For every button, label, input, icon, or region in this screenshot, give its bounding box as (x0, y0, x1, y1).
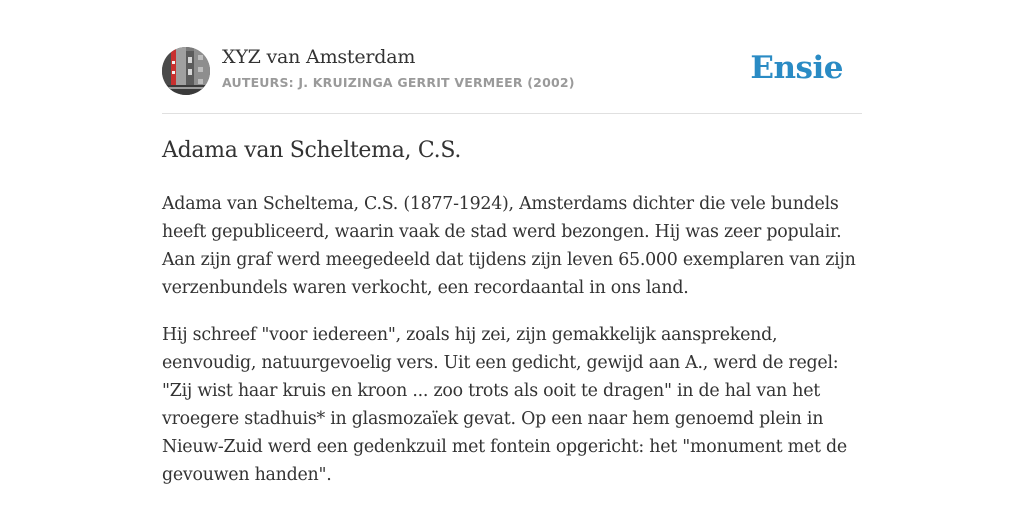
ensie-logo[interactable]: Ensie (750, 50, 843, 86)
entry-title: Adama van Scheltema, C.S. (162, 138, 462, 163)
authors-line: AUTEURS: J. KRUIZINGA GERRIT VERMEER (2002) (222, 75, 575, 90)
book-cover-avatar[interactable] (162, 47, 210, 95)
page (162, 0, 862, 485)
book-cover-icon (162, 47, 210, 95)
paragraph-2: Hij schreef "voor iedereen", zoals hij zei, zijn gemakkelijk aansprekend, eenvoudig, natuurgevoelig vers. Uit een gedicht, gewijd aan A., werd de regel: "Zij wist haar kruis en kroon ... zoo trots als ooit te dragen" in de hal van het vroegere stadhuis* in glasmozaïek gevat. Op een naar hem genoemd plein in Nieuw-Zuid werd een gedenkzuil met fontein opgericht: het "monument met de gevouwen handen". (162, 325, 847, 485)
paragraph-1: Adama van Scheltema, C.S. (1877-1924), Amsterdams dichter die vele bundels heeft gepubliceerd, waarin vaak de stad werd bezongen. Hij was zeer populair. Aan zijn graf werd meegedeeld dat tijdens zijn leven 65.000 exemplaren van zijn verzenbundels waren verkocht, een recordaantal in ons land. (162, 194, 856, 298)
source-title[interactable]: XYZ van Amsterdam (222, 46, 416, 68)
source-header (162, 0, 862, 114)
entry-body (162, 190, 862, 508)
